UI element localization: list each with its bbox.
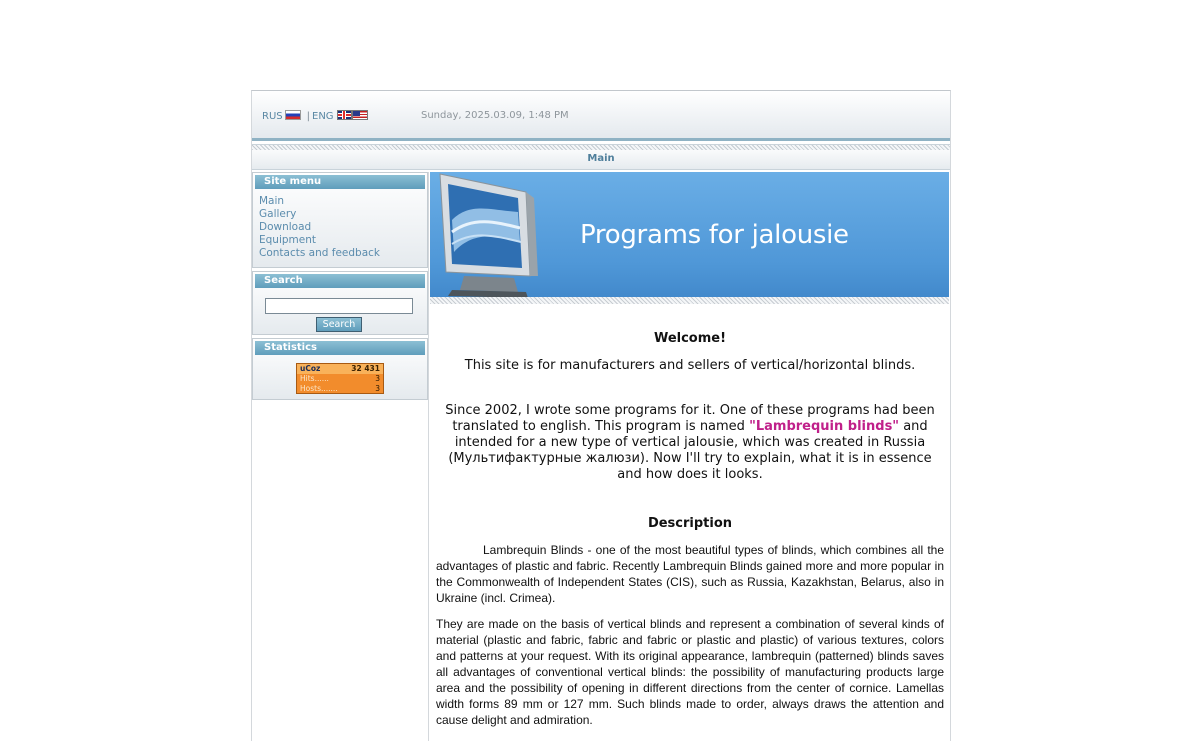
search-input[interactable] <box>265 298 413 314</box>
description-heading: Description <box>647 516 733 531</box>
programs-text-before: Since 2002, I wrote some programs for it. One of these programs had been translated to english. This program is named <box>445 403 935 434</box>
statistics-block <box>252 338 428 400</box>
programs-paragraph <box>436 403 944 483</box>
site-menu-list <box>253 189 427 260</box>
site-menu-block <box>252 172 428 268</box>
banner-hatch-divider <box>430 297 949 304</box>
lang-rus-label[interactable]: RUS <box>262 111 283 122</box>
counter-hits: 3 <box>375 374 380 383</box>
menu-item-equipment[interactable]: Equipment <box>259 234 316 246</box>
monitor-icon <box>430 172 560 304</box>
counter-hits-label: Hits...... <box>300 374 329 383</box>
nav-strip <box>252 144 950 170</box>
nav-hatch-divider <box>252 145 950 150</box>
description-paragraph-2: They are made on the basis of vertical blinds and represent a combination of several kinds of material (plastic and fabric, fabric and fabric or plastic and plastic) of various textures, colors and patterns at your request. With its original appearance, lambrequin (patterned) blinds saves all advantages of conventional vertical blinds: the possibility of manufacturing products large area and the possibility of opening in different directions from the center of cornice. Lamellas width forms 89 mm or 127 mm. Such blinds made to order, always draws the attention and cause delight and admiration. <box>436 617 944 727</box>
date-time: Sunday, 2025.03.09, 1:48 PM <box>421 110 569 121</box>
usa-flag-icon[interactable] <box>352 110 368 120</box>
left-sidebar <box>252 172 429 741</box>
nav-main-link[interactable]: Main <box>587 153 615 164</box>
lang-eng-label[interactable]: ENG <box>312 111 334 122</box>
counter-total-row <box>297 364 383 374</box>
intro-text: This site is for manufacturers and sellers of vertical/horizontal blinds. <box>464 358 916 373</box>
language-switcher <box>262 110 368 122</box>
site-menu-title: Site menu <box>255 175 425 189</box>
lang-separator: | <box>306 111 310 122</box>
welcome-heading: Welcome! <box>653 331 727 346</box>
uk-flag-icon[interactable] <box>337 110 352 120</box>
counter-hosts-label: Hosts....... <box>300 384 338 393</box>
ucoz-counter[interactable] <box>296 363 384 394</box>
search-block <box>252 271 428 335</box>
counter-hosts: 3 <box>375 384 380 393</box>
search-title: Search <box>255 274 425 288</box>
main-column <box>429 172 950 741</box>
program-name-link[interactable]: "Lambrequin blinds" <box>749 419 900 434</box>
top-bar <box>252 91 950 141</box>
programs-text-after: and intended for a new type of vertical jalousie, which was created in Russia (Мультифактурные жалюзи). Now I'll try to explain, what it is in essence and how does it looks. <box>448 419 932 482</box>
statistics-title: Statistics <box>255 341 425 355</box>
content-area <box>436 322 944 728</box>
menu-item-contacts[interactable]: Contacts and feedback <box>259 247 380 259</box>
lang-rus-link[interactable] <box>262 111 305 122</box>
menu-item-main[interactable]: Main <box>259 195 285 207</box>
menu-item-gallery[interactable]: Gallery <box>259 208 297 220</box>
lang-eng-link[interactable] <box>312 111 368 122</box>
page-container <box>251 90 951 741</box>
menu-item-download[interactable]: Download <box>259 221 312 233</box>
search-button[interactable]: Search <box>316 317 362 332</box>
ucoz-logo: uCoz <box>300 364 321 373</box>
description-paragraph-1: Lambrequin Blinds - one of the most beautiful types of blinds, which combines all the advantages of plastic and fabric. Recently Lambrequin Blinds gained more and more popular in the Commonwealth of Independent States (CIS), such as Russia, Kazakhstan, Belarus, also in Ukraine (incl. Crimea). <box>436 543 944 605</box>
counter-total: 32 431 <box>351 364 380 373</box>
header-banner <box>430 172 949 304</box>
counter-hosts-row <box>297 384 383 394</box>
banner-title: Programs for jalousie <box>580 220 849 250</box>
counter-hits-row <box>297 374 383 384</box>
russia-flag-icon[interactable] <box>285 110 301 120</box>
